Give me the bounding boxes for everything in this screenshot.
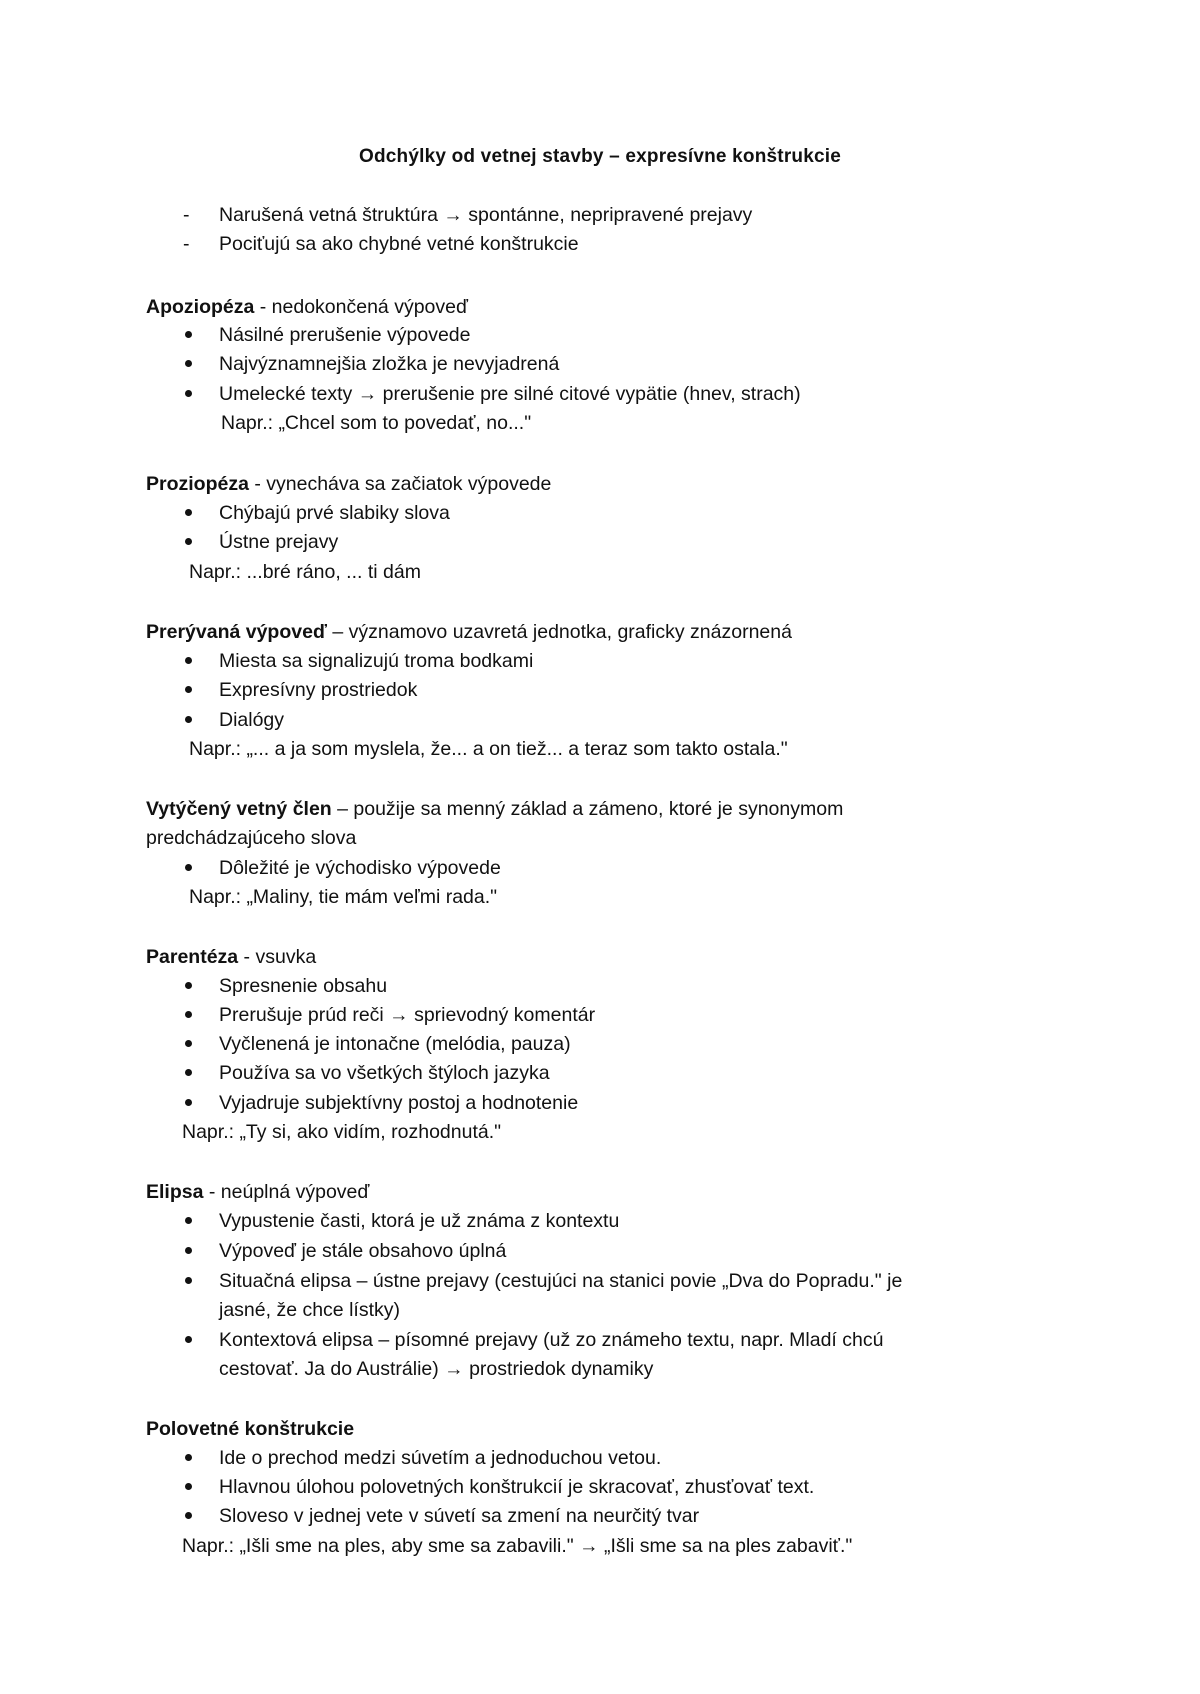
bullet-icon: [185, 1483, 192, 1490]
list-item: Spresnenie obsahu: [219, 975, 388, 997]
bullet-icon: [185, 1011, 192, 1018]
list-item: Prerušuje prúd reči → sprievodný komentár: [219, 1004, 596, 1026]
section-description: - vsuvka: [238, 946, 317, 968]
bullet-icon: [185, 1040, 192, 1047]
list-item: Expresívny prostriedok: [219, 679, 418, 701]
intro-item: Pociťujú sa ako chybné vetné konštrukcie: [219, 233, 579, 255]
list-item: Vyjadruje subjektívny postoj a hodnotenie: [219, 1092, 579, 1114]
section-term: Elipsa: [146, 1181, 204, 1203]
section-heading: [146, 1180, 369, 1204]
list-item: Sloveso v jednej vete v súvetí sa zmení na neurčitý tvar: [219, 1505, 700, 1527]
bullet-icon: [185, 360, 192, 367]
list-item: Ústne prejavy: [219, 531, 339, 553]
list-item: Používa sa vo všetkých štýloch jazyka: [219, 1062, 550, 1084]
section-description: – použije sa menný základ a zámeno, ktoré je synonymom: [331, 798, 844, 820]
list-item: Kontextová elipsa – písomné prejavy (už zo známeho textu, napr. Mladí chcú: [219, 1329, 884, 1351]
section-heading: [146, 1417, 354, 1441]
intro-item: Narušená vetná štruktúra → spontánne, nepripravené prejavy: [219, 204, 753, 226]
section-heading: [146, 945, 316, 969]
list-item: Násilné prerušenie výpovede: [219, 324, 471, 346]
list-item: Vyčlenená je intonačne (melódia, pauza): [219, 1033, 571, 1055]
section-description: - nedokončená výpoveď: [254, 296, 468, 318]
list-item: Ide o prechod medzi súvetím a jednoduchou vetou.: [219, 1447, 662, 1469]
bullet-icon: [185, 331, 192, 338]
bullet-icon: [185, 657, 192, 664]
list-item: Vypustenie časti, ktorá je už známa z kontextu: [219, 1210, 620, 1232]
section-heading: [146, 620, 792, 644]
bullet-icon: [185, 1512, 192, 1519]
section-term: Prerývaná výpoveď: [146, 621, 327, 643]
bullet-icon: [185, 864, 192, 871]
example-text: Napr.: „... a ja som myslela, že... a on tiež... a teraz som takto ostala.": [189, 738, 788, 760]
example-text: Napr.: ...bré ráno, ... ti dám: [189, 561, 421, 583]
section-heading: [146, 295, 468, 319]
list-item: Výpoveď je stále obsahovo úplná: [219, 1240, 507, 1262]
list-item: Najvýznamnejšia zložka je nevyjadrená: [219, 353, 560, 375]
bullet-icon: [185, 390, 192, 397]
list-item: Chýbajú prvé slabiky slova: [219, 502, 450, 524]
list-item: Umelecké texty → prerušenie pre silné citové vypätie (hnev, strach): [219, 383, 801, 405]
list-item: Hlavnou úlohou polovetných konštrukcií je skracovať, zhusťovať text.: [219, 1476, 815, 1498]
bullet-icon: [185, 1454, 192, 1461]
section-description: - vynecháva sa začiatok výpovede: [248, 473, 552, 495]
bullet-icon: [185, 538, 192, 545]
bullet-icon: [185, 1336, 192, 1343]
bullet-icon: [185, 1247, 192, 1254]
list-item: Miesta sa signalizujú troma bodkami: [219, 650, 534, 672]
example-text: Napr.: „Maliny, tie mám veľmi rada.": [189, 886, 498, 908]
bullet-icon: [185, 1217, 192, 1224]
bullet-icon: [185, 1277, 192, 1284]
bullet-icon: [185, 716, 192, 723]
section-term: Proziopéza: [146, 473, 249, 495]
list-item: Situačná elipsa – ústne prejavy (cestujúci na stanici povie „Dva do Popradu." je: [219, 1270, 903, 1292]
dash-marker: -: [183, 233, 190, 255]
list-item: Dialógy: [219, 709, 285, 731]
list-item: Dôležité je východisko výpovede: [219, 857, 501, 879]
bullet-icon: [185, 1099, 192, 1106]
section-heading: [146, 472, 551, 496]
bullet-icon: [185, 982, 192, 989]
section-term: Vytýčený vetný člen: [146, 798, 332, 820]
dash-marker: -: [183, 204, 190, 226]
section-term: Apoziopéza: [146, 296, 255, 318]
list-item-cont: jasné, že chce lístky): [219, 1299, 400, 1321]
section-description-cont: predchádzajúceho slova: [146, 827, 357, 849]
bullet-icon: [185, 1069, 192, 1076]
example-text: Napr.: „Ty si, ako vidím, rozhodnutá.": [182, 1121, 502, 1143]
list-item-cont: cestovať. Ja do Austrálie) → prostriedok dynamiky: [219, 1358, 654, 1380]
section-description: - neúplná výpoveď: [203, 1181, 370, 1203]
section-heading: [146, 797, 843, 821]
section-term: Parentéza: [146, 946, 239, 968]
page-title: Odchýlky od vetnej stavby – expresívne konštrukcie: [358, 146, 842, 167]
example-text: Napr.: „Chcel som to povedať, no...": [221, 412, 532, 434]
bullet-icon: [185, 686, 192, 693]
example-text: Napr.: „Išli sme na ples, aby sme sa zabavili." → „Išli sme sa na ples zabaviť.": [182, 1535, 853, 1557]
section-description: – významovo uzavretá jednotka, graficky znázornená: [326, 621, 792, 643]
section-term: Polovetné konštrukcie: [146, 1418, 355, 1440]
bullet-icon: [185, 509, 192, 516]
